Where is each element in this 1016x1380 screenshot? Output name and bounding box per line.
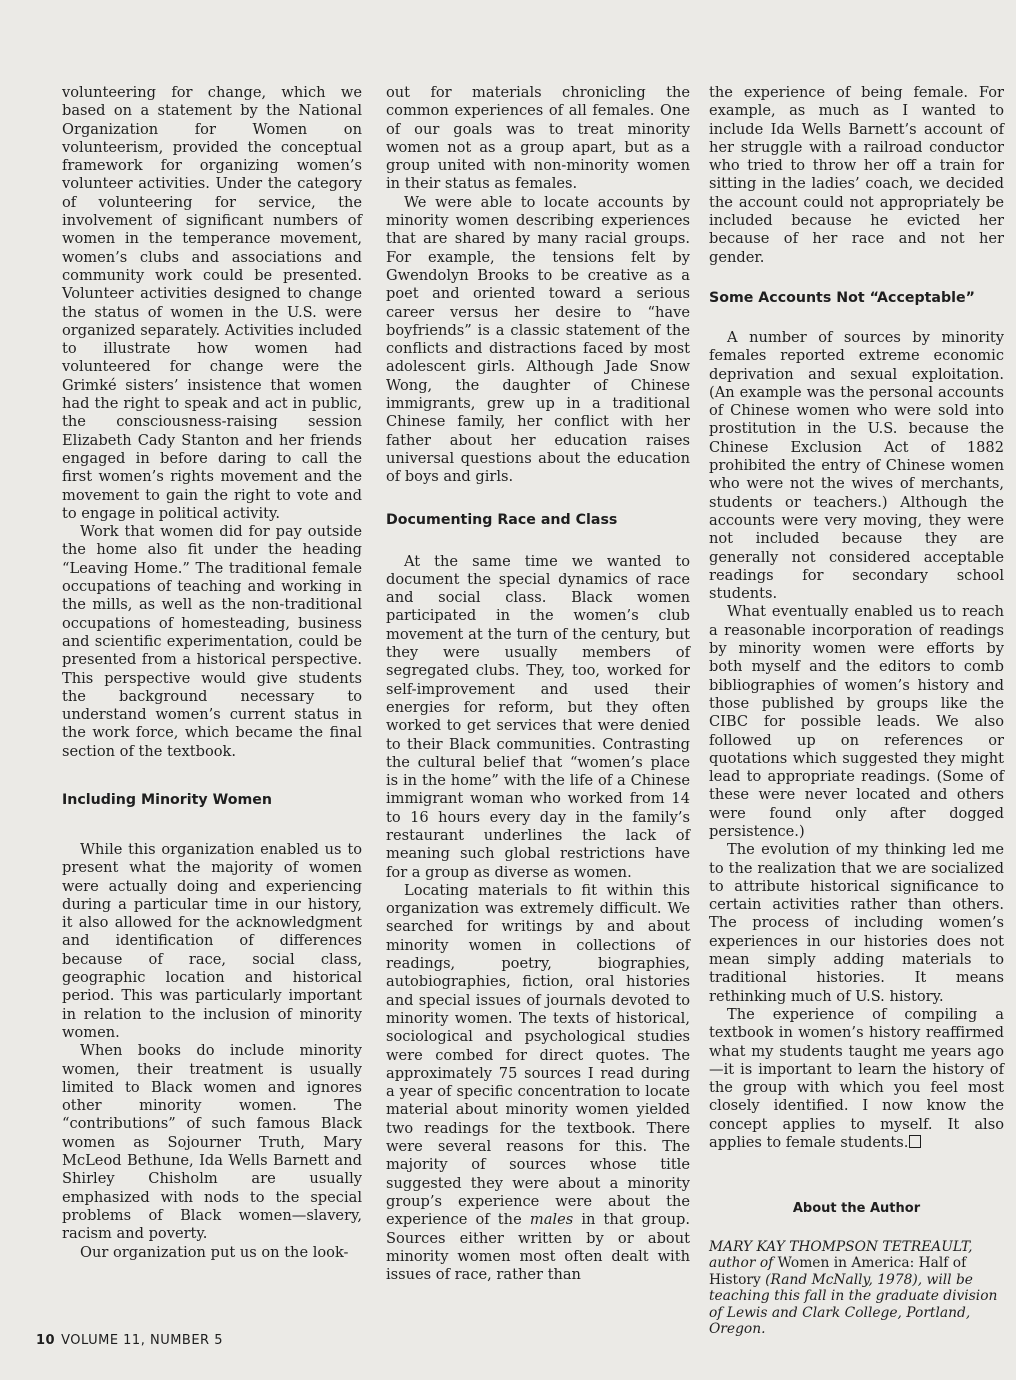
paragraph: At the same time we wanted to document the special dynamics of race and social class. Black women participated in the women’s club movement at the turn of the century, but they were usually members of segregated clubs. They, too, worked for self-improvement and used their energies for reform, but they often worked to get services that were denied to their Black communities. Contrasting the cultural belief that “women’s place is in the home” with the life of a Chinese immigrant woman who worked from 14 to 16 hours every day in the family’s restaurant underlines the lack of meaning such global restrictions have for a group as diverse as women. [386, 552, 690, 881]
paragraph: When books do include minority women, their treatment is usually limited to Black women and ignores other minority women. The “contributions” of such famous Black women as Sojourner Truth, Mary McLeod Bethune, Ida Wells Barnett and Shirley Chisholm are usually emphasized with nods to the special problems of Black women—slavery, racism and poverty. [62, 1042, 362, 1243]
paragraph: While this organization enabled us to present what the majority of women were actually doing and experiencing during a particular time in our history, it also allowed for the acknowledgment and identification of differences because of race, social class, geographic location and historical period. This was particularly important in relation to the inclusion of minority women. [62, 840, 362, 1041]
paragraph-text: Locating materials to fit within this organization was extremely difficult. We searched for writings by and about minority women in collections of readings, poetry, biographies, autobiographies, fiction, oral histories and special issues of journals devoted to minority women. The texts of historical, sociological and psychological studies were combed for direct quotes. The approximately 75 sources I read during a year of specific concentration to locate material about minority women yielded two readings for the textbook. There were several reasons for this. The majority of sources whose title suggested they were about a minority group’s experience were about the experience of the [386, 881, 690, 1229]
paragraph: What eventually enabled us to reach a reasonable incorporation of readings by minority women were efforts by both myself and the editors to comb bibliographies of women’s history and those published by groups like the CIBC for possible leads. We also followed up on references or quotations which suggested they might lead to appropriate readings. (Some of these were never located and others were found only after dogged persistence.) [709, 603, 1004, 840]
paragraph: Our organization put us on the look- [80, 1243, 349, 1261]
paragraph: out for materials chronicling the common experiences of all females. One of our goals was to treat minority women not as a group apart, but as a group united with non-minority women in their status as females. [386, 84, 690, 193]
section-heading: Documenting Race and Class [386, 511, 618, 528]
author-bio-text: (Rand McNally, 1978), will be teaching this fall in the graduate division of Lewis and Clark College, Portland, Oregon. [709, 1271, 998, 1338]
paragraph: the experience of being female. For example, as much as I wanted to include Ida Wells Barnett’s account of her struggle with a railroad conductor who tried to throw her off a train for sitting in the ladies’ coach, we decided the account could not appropriately be included because he evicted her because of her race and not her gender. [709, 84, 1004, 266]
paragraph [386, 882, 690, 1285]
section-heading: Some Accounts Not “Acceptable” [709, 289, 975, 306]
paragraph-text: in that group. Sources either written by or about minority women most often dealt with issues of race, rather than [386, 1211, 691, 1284]
paragraph: We were able to locate accounts by minority women describing experiences that are shared by many racial groups. For example, the tensions felt by Gwendolyn Brooks to be creative as a poet and oriented toward a serious career versus her desire to “have boyfriends” is a classic statement of the conflicts and distractions faced by most adolescent girls. Although Jade Snow Wong, the daughter of Chinese immigrants, grew up in a traditional Chinese family, her conflict with her father about her education raises universal questions about the education of boys and girls. [386, 193, 690, 486]
section-heading: Including Minority Women [62, 791, 273, 808]
paragraph: The evolution of my thinking led me to the realization that we are socialized to attribute historical significance to certain activities rather than others. The process of including women’s experiences in our histories does not mean simply adding materials to traditional histories. It means rethinking much of U.S. history. [709, 841, 1004, 1005]
about-the-author [709, 1200, 1004, 1337]
about-heading: About the Author [792, 1201, 921, 1217]
column-2 [386, 84, 690, 1284]
column-3 [709, 84, 1004, 1338]
paragraph [709, 1006, 1004, 1152]
paragraph: Work that women did for pay outside the home also fit under the heading “Leaving Home.” The traditional female occupations of teaching and working in the mills, as well as the non-traditional occupations of homesteading, business and scientific experimentation, could be presented from a historical perspective. This perspective would give students the background necessary to understand women’s current status in the work force, which became the final section of the textbook. [62, 523, 362, 760]
paragraph: A number of sources by minority females reported extreme economic deprivation and sexual exploitation. (An example was the personal accounts of Chinese women who were sold into prostitution in the U.S. because the Chinese Exclusion Act of 1882 prohibited the entry of Chinese women who were not the wives of merchants, students or teachers.) Although the accounts were very moving, they were not included because they are generally not considered acceptable readings for secondary school students. [709, 328, 1004, 603]
author-bio [709, 1239, 1004, 1338]
page-number: 10 [36, 1333, 56, 1348]
paragraph: volunteering for change, which we based on a statement by the National Organization for Women on volunteerism, provided the conceptual framework for organizing women’s volunteer activities. Under the category of volunteering for service, the involvement of significant numbers of women in the temperance movement, women’s clubs and associations and community work could be presented. Volunteer activities designed to change the status of women in the U.S. were organized separately. Activities included to illustrate how women had volunteered for change were the Grimké sisters’ insistence that women had the right to speak and act in public, the consciousness-raising session Elizabeth Cady Stanton and her friends engaged in before daring to call the first women’s rights movement and the movement to gain the right to vote and to engage in political activity. [62, 84, 362, 522]
book-title: Women in America: Half of History [709, 1255, 967, 1288]
paragraph-text: The experience of compiling a textbook in women’s history reaffirmed what my students taught me years ago—it is important to learn the history of the group with which you feel most closely identified. I now know the concept applies to myself. It also applies to female students. [709, 1005, 1004, 1152]
issue-label: VOLUME 11, NUMBER 5 [61, 1333, 223, 1348]
author-bio-text: MARY KAY THOMPSON TETREAULT, author of [709, 1238, 973, 1272]
emphasis: males [529, 1211, 574, 1229]
column-1 [62, 84, 362, 1262]
end-mark-icon [909, 1135, 921, 1148]
page-footer [36, 1333, 223, 1348]
